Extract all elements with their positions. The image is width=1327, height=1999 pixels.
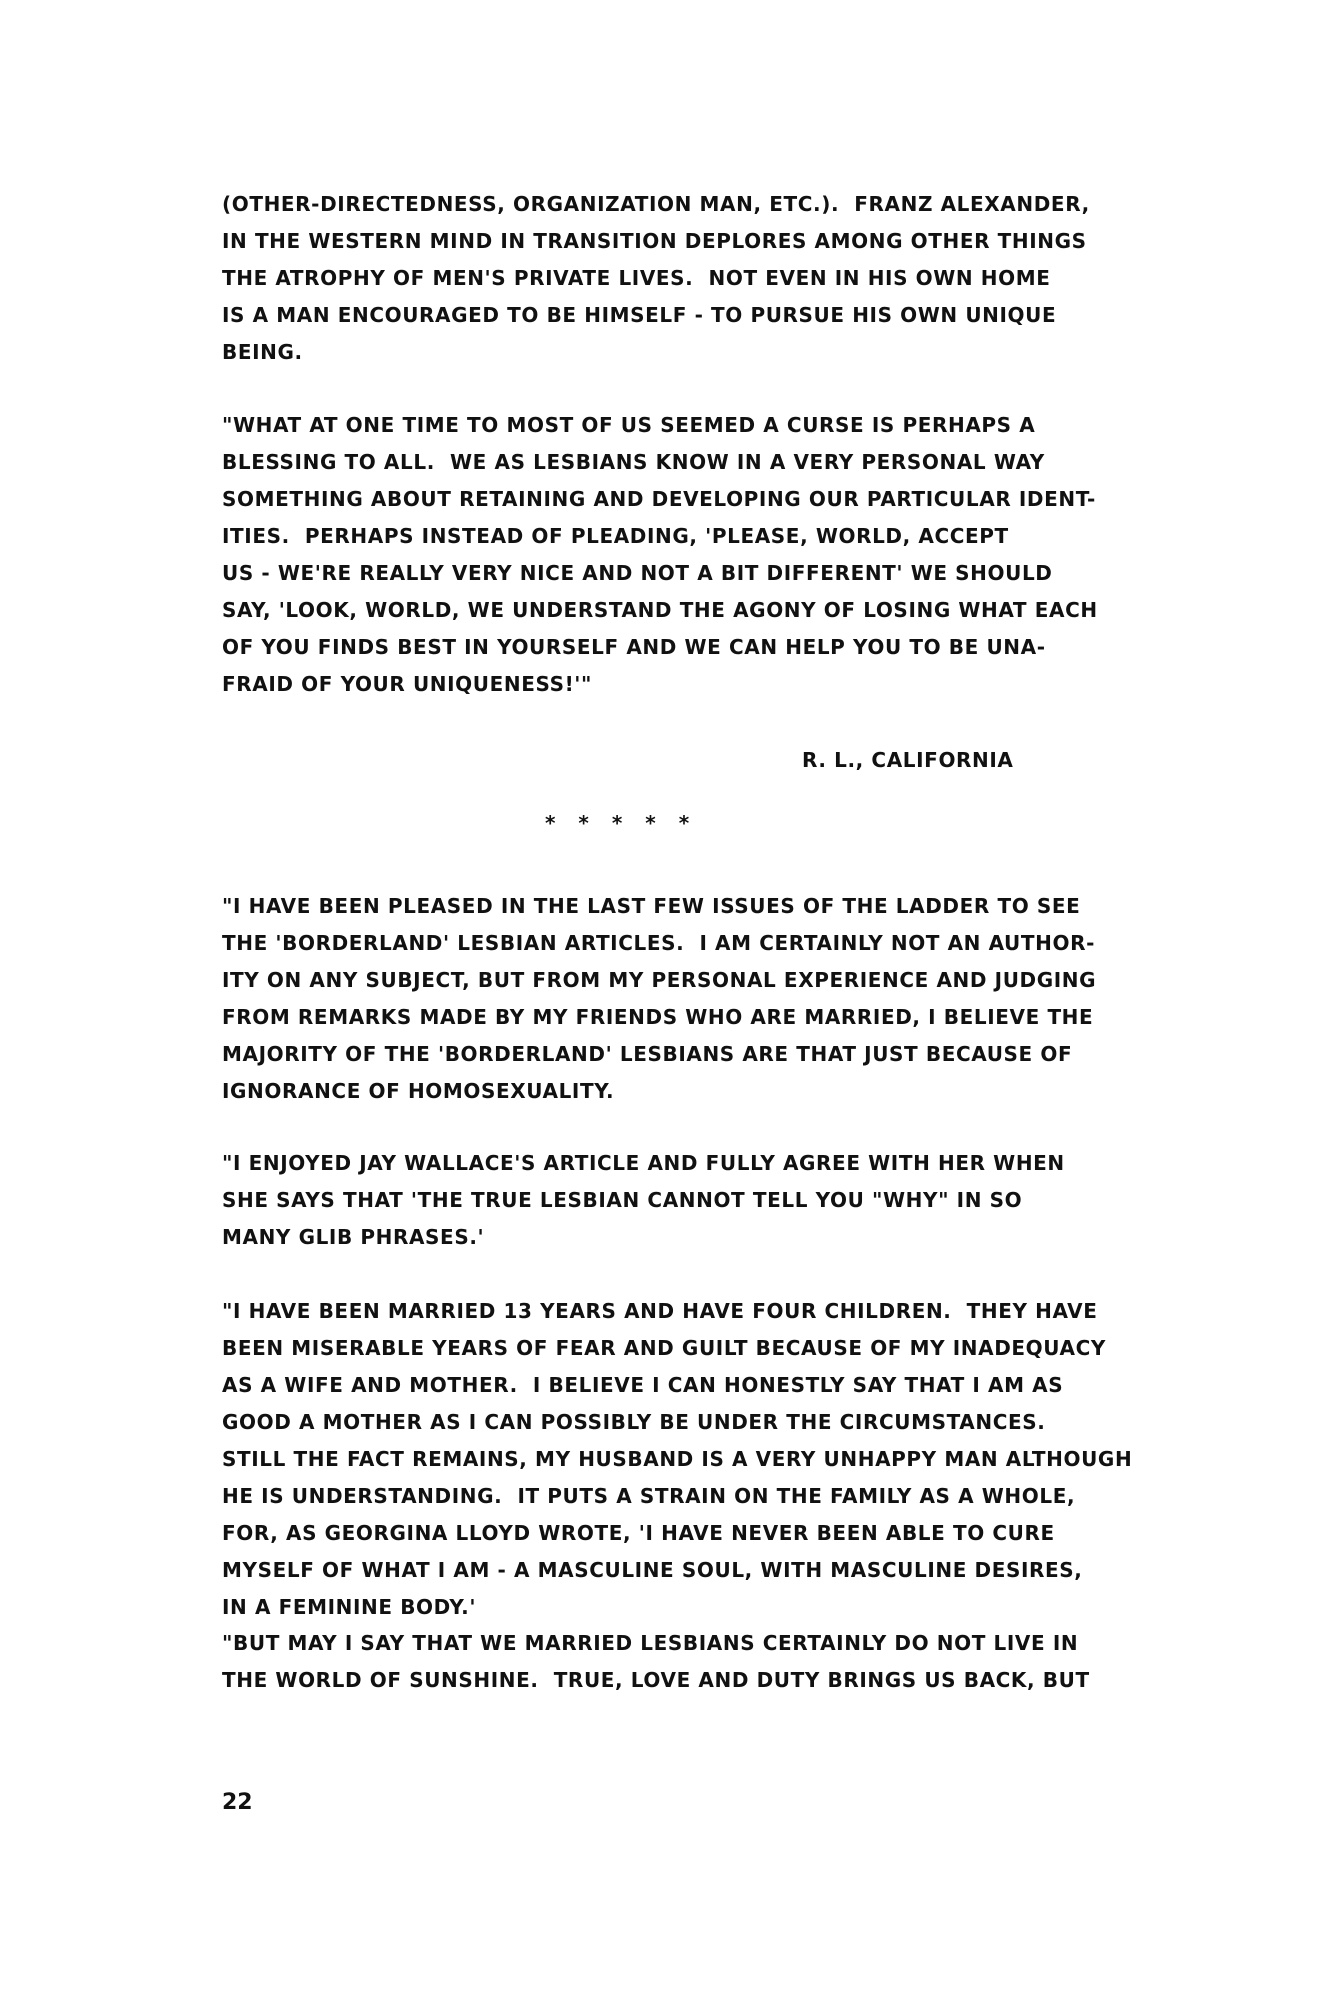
text-line: MAJORITY OF THE 'BORDERLAND' LESBIANS ARE THAT JUST BECAUSE OF [222, 1042, 1073, 1066]
text-line: IS A MAN ENCOURAGED TO BE HIMSELF - TO PURSUE HIS OWN UNIQUE [222, 303, 1057, 327]
text-line: US - WE'RE REALLY VERY NICE AND NOT A BIT DIFFERENT' WE SHOULD [222, 561, 1053, 585]
text-line: THE ATROPHY OF MEN'S PRIVATE LIVES. NOT EVEN IN HIS OWN HOME [222, 266, 1051, 290]
signature: R. L., CALIFORNIA [802, 748, 1014, 772]
text-line: SAY, 'LOOK, WORLD, WE UNDERSTAND THE AGONY OF LOSING WHAT EACH [222, 598, 1098, 622]
text-line: IN A FEMININE BODY.' [222, 1595, 477, 1619]
paragraph [222, 407, 1102, 703]
text-line: FOR, AS GEORGINA LLOYD WROTE, 'I HAVE NEVER BEEN ABLE TO CURE [222, 1521, 1055, 1545]
text-line: ITIES. PERHAPS INSTEAD OF PLEADING, 'PLEASE, WORLD, ACCEPT [222, 524, 1009, 548]
text-line: FRAID OF YOUR UNIQUENESS!'" [222, 672, 593, 696]
text-line: IN THE WESTERN MIND IN TRANSITION DEPLORES AMONG OTHER THINGS [222, 229, 1087, 253]
text-line: AS A WIFE AND MOTHER. I BELIEVE I CAN HONESTLY SAY THAT I AM AS [222, 1373, 1064, 1397]
text-line: (OTHER-DIRECTEDNESS, ORGANIZATION MAN, ETC.). FRANZ ALEXANDER, [222, 192, 1090, 216]
text-line: GOOD A MOTHER AS I CAN POSSIBLY BE UNDER THE CIRCUMSTANCES. [222, 1410, 1046, 1434]
text-line: THE WORLD OF SUNSHINE. TRUE, LOVE AND DUTY BRINGS US BACK, BUT [222, 1668, 1090, 1692]
paragraph [222, 888, 1102, 1110]
paragraph [222, 186, 1102, 371]
text-line: SOMETHING ABOUT RETAINING AND DEVELOPING OUR PARTICULAR IDENT- [222, 487, 1096, 511]
text-line: BLESSING TO ALL. WE AS LESBIANS KNOW IN A VERY PERSONAL WAY [222, 450, 1045, 474]
text-line: SHE SAYS THAT 'THE TRUE LESBIAN CANNOT TELL YOU "WHY" IN SO [222, 1188, 1023, 1212]
text-line: FROM REMARKS MADE BY MY FRIENDS WHO ARE MARRIED, I BELIEVE THE [222, 1005, 1094, 1029]
text-line: IGNORANCE OF HOMOSEXUALITY. [222, 1079, 615, 1103]
paragraph [222, 1293, 1133, 1626]
text-line: "I HAVE BEEN PLEASED IN THE LAST FEW ISSUES OF THE LADDER TO SEE [222, 894, 1081, 918]
text-line: BEEN MISERABLE YEARS OF FEAR AND GUILT BECAUSE OF MY INADEQUACY [222, 1336, 1106, 1360]
section-divider: * * * * * [545, 811, 698, 835]
text-line: MYSELF OF WHAT I AM - A MASCULINE SOUL, WITH MASCULINE DESIRES, [222, 1558, 1083, 1582]
text-line: HE IS UNDERSTANDING. IT PUTS A STRAIN ON THE FAMILY AS A WHOLE, [222, 1484, 1076, 1508]
text-line: "WHAT AT ONE TIME TO MOST OF US SEEMED A CURSE IS PERHAPS A [222, 413, 1036, 437]
text-line: THE 'BORDERLAND' LESBIAN ARTICLES. I AM CERTAINLY NOT AN AUTHOR- [222, 931, 1095, 955]
text-line: MANY GLIB PHRASES.' [222, 1225, 485, 1249]
text-line: "I HAVE BEEN MARRIED 13 YEARS AND HAVE FOUR CHILDREN. THEY HAVE [222, 1299, 1098, 1323]
text-line: OF YOU FINDS BEST IN YOURSELF AND WE CAN HELP YOU TO BE UNA- [222, 635, 1046, 659]
paragraph [222, 1145, 1102, 1256]
page-number: 22 [222, 1790, 253, 1815]
text-line: STILL THE FACT REMAINS, MY HUSBAND IS A VERY UNHAPPY MAN ALTHOUGH [222, 1447, 1133, 1471]
text-line: "BUT MAY I SAY THAT WE MARRIED LESBIANS CERTAINLY DO NOT LIVE IN [222, 1631, 1079, 1655]
text-line: "I ENJOYED JAY WALLACE'S ARTICLE AND FULLY AGREE WITH HER WHEN [222, 1151, 1065, 1175]
text-line: BEING. [222, 340, 303, 364]
paragraph [222, 1625, 1102, 1699]
text-line: ITY ON ANY SUBJECT, BUT FROM MY PERSONAL EXPERIENCE AND JUDGING [222, 968, 1097, 992]
